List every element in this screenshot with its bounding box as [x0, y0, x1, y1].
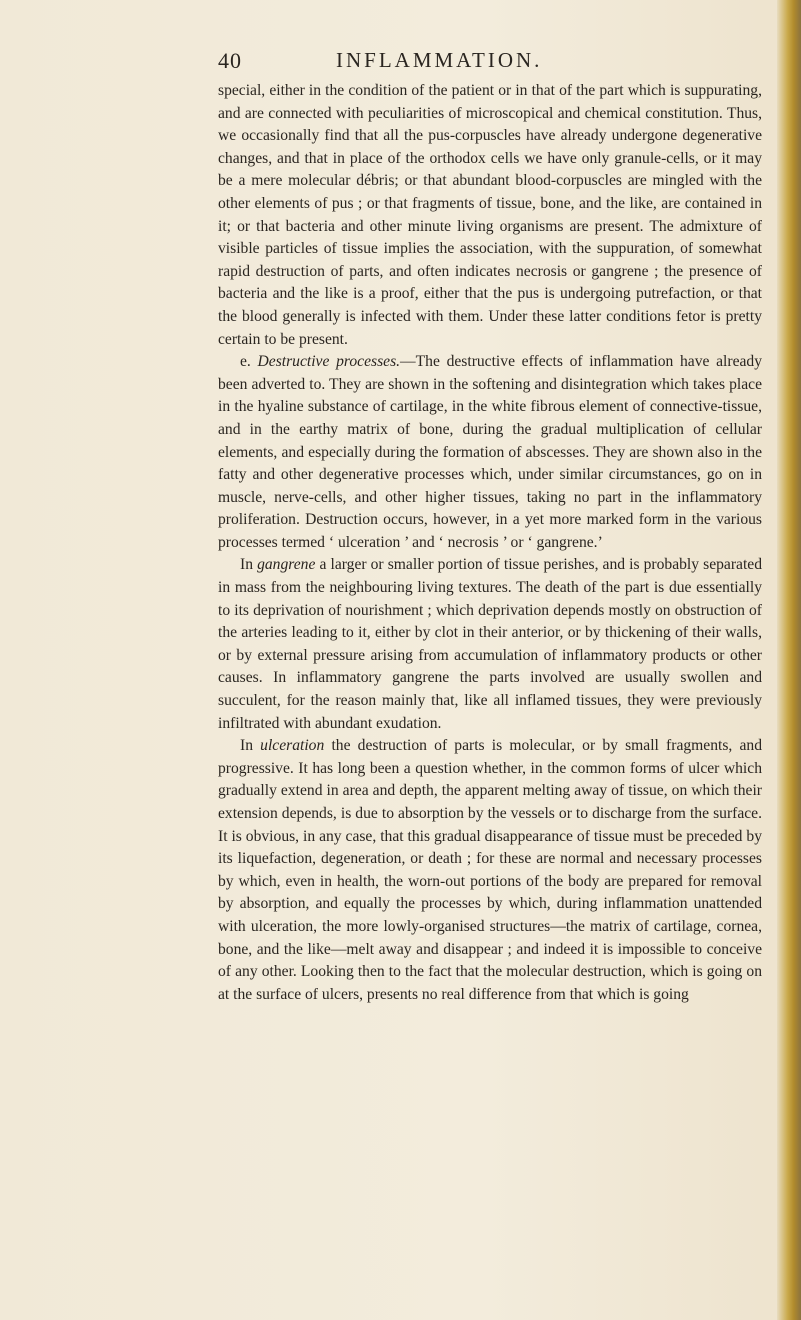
paragraph [218, 351, 762, 554]
body-text [218, 80, 762, 1006]
text-run: e. [240, 353, 258, 371]
paragraph [218, 554, 762, 735]
text-run: —The destructive effects of inflammation have already been adverted to. They are shown in the softening and disintegration which takes place in the hyaline substance of cartilage, in the white fibrous element of connective-tissue, and in the earthy matrix of bone, during the gradual multiplication of cellular elements, and especially during the formation of abscesses. They are shown also in the fatty and other degenerative processes which, under similar circumstances, go on in muscle, nerve-cells, and other higher tissues, taking no part in the inflammatory proliferation. Destruction occurs, however, in a yet more marked form in the various processes termed ‘ ulceration ’ and ‘ necrosis ’ or ‘ gangrene.’ [218, 353, 763, 551]
page-gilt-edge [777, 0, 801, 1320]
italic-term: ulceration [260, 737, 325, 755]
paragraph [218, 80, 762, 351]
italic-term: gangrene [257, 556, 316, 574]
section-heading: Destructive processes. [257, 353, 401, 371]
text-run: In [240, 556, 258, 574]
text-run: the destruction of parts is molecular, or by small fragments, and progressive. It has long been a question whether, in the common forms of ulcer which gradually extend in area and depth, the apparent melting away of tissue, on which their extension depends, is due to absorption by the vessels or to discharge from the surface. It is obvious, in any case, that this gradual disappearance of tissue must be preceded by its liquefaction, degeneration, or death ; for these are normal and necessary processes by which, even in health, the worn-out portions of the body are prepared for removal by absorption, and equally the processes by which, during inflammation unattended with ulceration, the more lowly-organised structures—the matrix of cartilage, cornea, bone, and the like—melt away and disappear ; and indeed it is impossible to conceive of any other. Looking then to the fact that the molecular destruction, which is going on at the surface of ulcers, presents no real difference from that which is going [218, 737, 762, 1003]
paragraph [218, 735, 762, 1006]
running-head: INFLAMMATION. [336, 48, 543, 72]
text-run: In [240, 737, 261, 755]
text-run: special, either in the condition of the patient or in that of the part which is suppurating, and are connected with peculiarities of microscopical and chemical constitution. Thus, we occasionally find that all the pus-corpuscles have already undergone degenerative changes, and that in place of the orthodox cells we have only granule-cells, or it may be a mere molecular débris; or that abundant blood-corpuscles are mingled with the other elements of pus ; or that fragments of tissue, bone, and the like, are contained in it; or that bacteria and other minute living organisms are present. The admixture of visible particles of tissue implies the association, with the suppuration, of somewhat rapid destruction of parts, and often indicates necrosis or gangrene ; the presence of bacteria and the like is a proof, either that the pus is undergoing putrefaction, or that the blood generally is infected with them. Under these latter conditions fetor is pretty certain to be present. [218, 82, 762, 348]
page-number: 40 [218, 48, 242, 73]
page-header [218, 48, 762, 76]
text-run: a larger or smaller portion of tissue perishes, and is probably separated in mass from the neighbouring living textures. The death of the part is due essentially to its deprivation of nourishment ; which deprivation depends mostly on obstruction of the arteries leading to it, either by clot in their anterior, or by thickening of their walls, or by external pressure arising from accumulation of inflammatory products or other causes. In inflammatory gangrene the parts involved are usually swollen and succulent, for the reason mainly that, like all inflamed tissues, they were previously infiltrated with abundant exudation. [218, 556, 763, 732]
